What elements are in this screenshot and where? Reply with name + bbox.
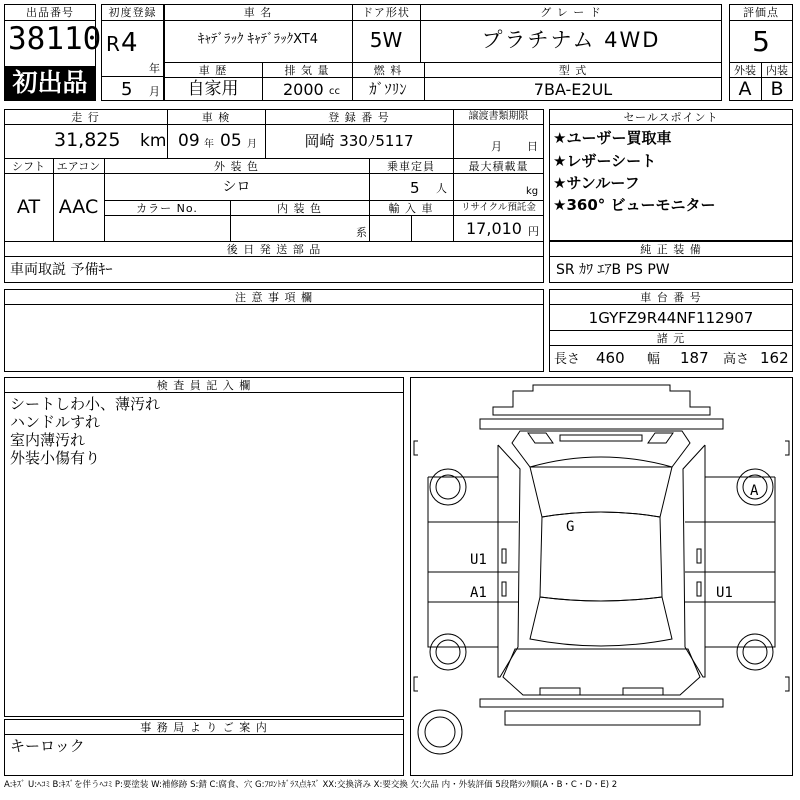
sales-point-item: ★ユーザー買取車 — [553, 129, 672, 147]
damage-mark: U1 — [470, 552, 487, 568]
capacity: 5 — [410, 179, 420, 197]
transfer-month-unit: 月 — [491, 140, 502, 153]
inspector-note: シートしわ小、薄汚れ — [10, 395, 161, 413]
chassis-number: 1GYFZ9R44NF112907 — [588, 309, 754, 327]
max-load-label: 最大積載量 — [468, 160, 529, 173]
recycle-unit: 円 — [528, 225, 539, 238]
inspection-label: 車 検 — [201, 111, 231, 124]
chassis-label: 車 台 番 号 — [640, 291, 702, 304]
sales-point-item: ★レザーシート — [553, 152, 657, 170]
length-value: 460 — [596, 349, 625, 367]
inspection-year-unit: 年 — [204, 139, 214, 150]
damage-mark: G — [566, 519, 575, 535]
registration-year: 4 — [121, 28, 138, 58]
shift-label: シフト — [12, 160, 45, 173]
lot-number-label: 出品番号 — [26, 6, 74, 19]
color-no-label: カラー No. — [136, 202, 198, 215]
aircon: AAC — [58, 196, 99, 218]
displacement-unit: cc — [329, 86, 340, 97]
notes-label: 注 意 事 項 欄 — [235, 291, 313, 304]
model-code: 7BA-E2UL — [533, 80, 613, 99]
capacity-unit: 人 — [436, 182, 447, 195]
max-load-unit: kg — [526, 186, 539, 197]
car-name-label: 車 名 — [243, 6, 273, 19]
sales-point-item: ★サンルーフ — [553, 174, 640, 192]
lot-number: 38110 — [8, 21, 102, 57]
model-code-label: 型 式 — [558, 64, 588, 77]
height-value: 162 — [760, 349, 789, 367]
mileage: 31,825 — [54, 129, 121, 151]
inspection-month: 05 — [220, 131, 242, 151]
aircon-label: エアコン — [56, 160, 101, 173]
registration-month-unit: 月 — [149, 85, 160, 98]
transfer-day-unit: 日 — [527, 140, 538, 153]
import-label: 輸 入 車 — [388, 202, 434, 215]
door-type-label: ドア形状 — [362, 6, 410, 19]
score-label: 評価点 — [743, 6, 779, 19]
inspector-note: 外装小傷有り — [10, 449, 101, 467]
width-value: 187 — [680, 349, 709, 367]
transfer-docs-label: 譲渡書類期限 — [468, 111, 529, 122]
sales-point-item: ★360° ビューモニター — [553, 196, 716, 214]
factory-equipment: SR ｶﾜ ｴｱB PS PW — [556, 262, 670, 278]
displacement-label: 排 気 量 — [284, 64, 330, 77]
capacity-label: 乗車定員 — [387, 160, 435, 173]
registration-year-unit: 年 — [149, 62, 160, 75]
inspector-note: ハンドルすれ — [10, 413, 101, 431]
sales-points-label: セールスポイント — [623, 111, 719, 124]
fuel-label: 燃 料 — [373, 64, 403, 77]
era: R — [106, 32, 120, 56]
car-damage-diagram — [410, 377, 793, 776]
plate-number: 岡崎 330ﾉ5117 — [304, 132, 414, 150]
exterior-grade-label: 外装 — [734, 64, 756, 77]
score: 5 — [752, 25, 770, 58]
exterior-color-label: 外 装 色 — [214, 160, 259, 173]
damage-mark: A1 — [470, 585, 487, 601]
plate-label: 登 録 番 号 — [328, 111, 390, 124]
inspector-note: 室内薄汚れ — [10, 431, 86, 449]
mileage-unit: km — [140, 131, 167, 151]
width-label: 幅 — [647, 352, 661, 367]
inspection-year: 09 — [178, 131, 200, 151]
interior-color-label: 内 装 色 — [277, 202, 322, 215]
office-note: キーロック — [10, 737, 85, 755]
grade-label: グ レ ー ド — [540, 6, 602, 19]
deferred-parts: 車両取説 予備ｷｰ — [10, 262, 113, 278]
grade: プラチナム 4WD — [481, 28, 661, 52]
damage-mark: A — [750, 483, 759, 499]
shift: AT — [16, 196, 41, 218]
fuel: ｶﾞｿﾘﾝ — [369, 80, 407, 98]
interior-color-suffix: 系 — [356, 226, 367, 239]
deferred-parts-label: 後 日 発 送 部 品 — [226, 243, 322, 256]
car-name: ｷｬﾃﾞﾗｯｸ ｷｬﾃﾞﾗｯｸXT4 — [197, 32, 319, 47]
interior-grade-label: 内装 — [766, 64, 788, 77]
interior-grade: B — [770, 78, 784, 100]
recycle-label: リサイクル預託金 — [461, 202, 536, 213]
first-registration-label: 初度登録 — [108, 6, 157, 19]
history: 自家用 — [187, 79, 239, 99]
recycle-fee: 17,010 — [466, 219, 522, 238]
displacement: 2000 — [283, 80, 324, 99]
mileage-label: 走 行 — [71, 111, 100, 124]
height-label: 高さ — [723, 352, 750, 367]
dimensions-label: 諸 元 — [656, 332, 686, 345]
history-label: 車 歴 — [198, 64, 228, 77]
legend: A:ｷｽﾞ U:ﾍｺﾐ B:ｷｽﾞを伴うﾍｺﾐ P:要塗装 W:補修跡 S:錆 C:腐食、穴 G:ﾌﾛﾝﾄｶﾞﾗｽ点ｷｽﾞ XX:交換済み X:要交換 欠:欠品 内・外装評価 5段階ﾗﾝｸ順(A・B・C・D・E) 2 — [4, 780, 618, 790]
door-type: 5W — [369, 28, 403, 52]
exterior-grade: A — [738, 78, 752, 100]
damage-mark: U1 — [716, 585, 733, 601]
office-label: 事 務 局 よ り ご 案 内 — [140, 721, 268, 734]
length-label: 長さ — [554, 352, 581, 367]
factory-equipment-label: 純 正 装 備 — [640, 243, 702, 256]
exterior-color: シロ — [222, 179, 251, 195]
inspection-month-unit: 月 — [247, 139, 257, 150]
registration-month: 5 — [121, 79, 133, 100]
first-listing-badge: 初出品 — [4, 66, 96, 100]
inspector-label: 検 査 員 記 入 欄 — [156, 379, 252, 392]
